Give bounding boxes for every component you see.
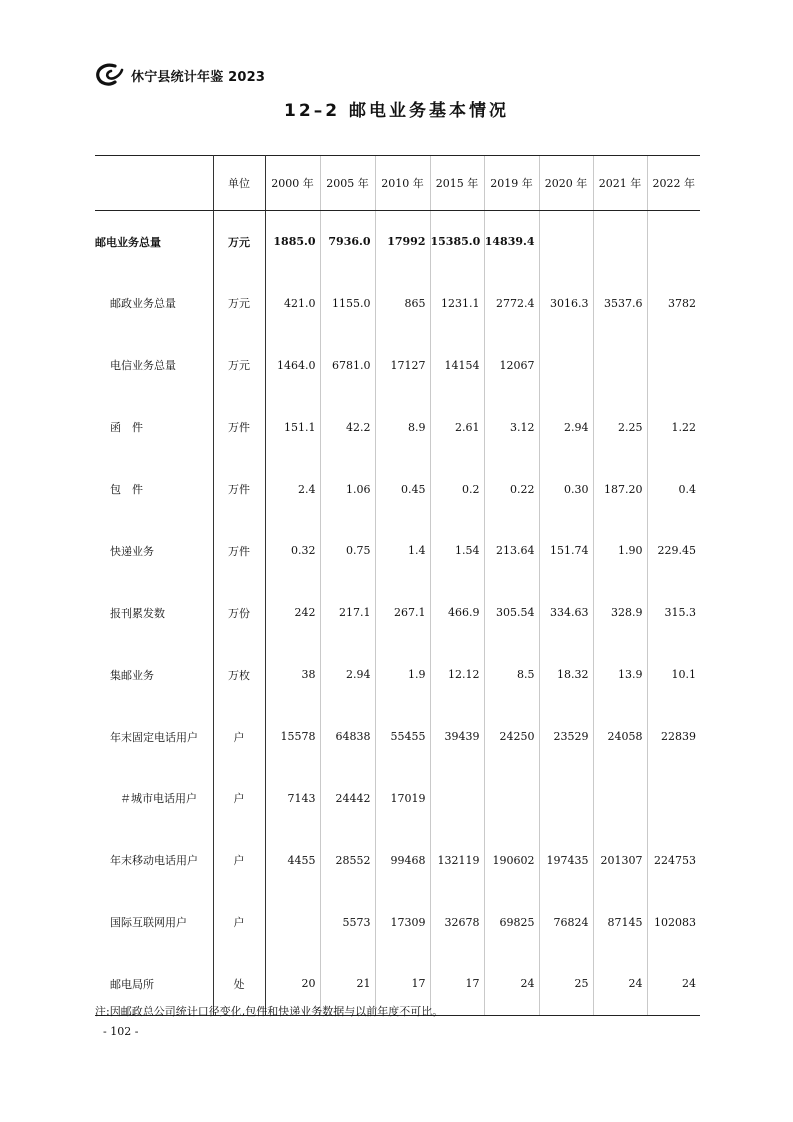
table-row (95, 644, 700, 706)
table-cell-value (593, 334, 647, 396)
table-cell-value: 1885.0 (265, 211, 320, 273)
table-cell-value: 1.54 (430, 520, 484, 582)
table-cell-value: 24 (647, 953, 700, 1015)
table-cell-value: 23529 (539, 706, 593, 768)
table-cell-value: 15385.0 (430, 211, 484, 273)
table-cell-value: 17309 (375, 891, 430, 953)
table-cell-value: 305.54 (484, 582, 539, 644)
table-row (95, 891, 700, 953)
table-cell-value: 197435 (539, 829, 593, 891)
table-cell-value: 24 (593, 953, 647, 1015)
table-cell-value: 13.9 (593, 644, 647, 706)
row-label: 函 件 (95, 396, 213, 458)
table-row (95, 706, 700, 768)
table-cell-value: 2.94 (320, 644, 375, 706)
table-cell-value: 17992 (375, 211, 430, 273)
table-cell-value: 22839 (647, 706, 700, 768)
yearbook-logo-icon (95, 63, 125, 87)
table-cell-value: 14839.4 (484, 211, 539, 273)
table-cell-value: 0.30 (539, 458, 593, 520)
table-row (95, 211, 700, 273)
row-unit: 万份 (213, 582, 265, 644)
table-row (95, 768, 700, 830)
row-unit: 万件 (213, 396, 265, 458)
row-unit: 户 (213, 891, 265, 953)
table-cell-value: 21 (320, 953, 375, 1015)
column-header-year: 2005 年 (320, 156, 375, 211)
row-unit: 万件 (213, 458, 265, 520)
statistics-table (95, 155, 700, 1016)
table-cell-value: 2.25 (593, 396, 647, 458)
table-cell-value: 4455 (265, 829, 320, 891)
row-label: 邮电局所 (95, 953, 213, 1015)
table-cell-value: 865 (375, 272, 430, 334)
table-cell-value: 87145 (593, 891, 647, 953)
row-unit: 万枚 (213, 644, 265, 706)
row-label: 国际互联网用户 (95, 891, 213, 953)
table-cell-value: 2772.4 (484, 272, 539, 334)
table-row (95, 458, 700, 520)
table-cell-value (265, 891, 320, 953)
table-cell-value: 190602 (484, 829, 539, 891)
table-cell-value: 20 (265, 953, 320, 1015)
table-cell-value: 55455 (375, 706, 430, 768)
table-cell-value: 24058 (593, 706, 647, 768)
table-cell-value: 328.9 (593, 582, 647, 644)
table-cell-value: 3.12 (484, 396, 539, 458)
table-cell-value (539, 211, 593, 273)
table-cell-value: 1.4 (375, 520, 430, 582)
table-header-row (95, 156, 700, 211)
table-cell-value: 3016.3 (539, 272, 593, 334)
page-number: - 102 - (103, 1025, 139, 1038)
row-unit: 户 (213, 706, 265, 768)
table-cell-value: 10.1 (647, 644, 700, 706)
table-cell-value: 5573 (320, 891, 375, 953)
table-cell-value: 466.9 (430, 582, 484, 644)
column-header-year: 2000 年 (265, 156, 320, 211)
table-cell-value: 315.3 (647, 582, 700, 644)
row-unit: 户 (213, 829, 265, 891)
row-unit: 万元 (213, 211, 265, 273)
row-label: 报刊累发数 (95, 582, 213, 644)
row-label: 年末移动电话用户 (95, 829, 213, 891)
table-row (95, 582, 700, 644)
table-cell-value: 1.22 (647, 396, 700, 458)
table-cell-value: 0.45 (375, 458, 430, 520)
table-cell-value: 132119 (430, 829, 484, 891)
table-cell-value: 201307 (593, 829, 647, 891)
table-cell-value: 7143 (265, 768, 320, 830)
table-cell-value: 421.0 (265, 272, 320, 334)
table-cell-value: 0.32 (265, 520, 320, 582)
table-row (95, 829, 700, 891)
table-cell-value: 18.32 (539, 644, 593, 706)
table-row (95, 396, 700, 458)
table-cell-value: 0.2 (430, 458, 484, 520)
table-cell-value: 24442 (320, 768, 375, 830)
table-cell-value: 69825 (484, 891, 539, 953)
table-cell-value (593, 211, 647, 273)
row-unit: 万元 (213, 334, 265, 396)
column-header-year: 2019 年 (484, 156, 539, 211)
page-title: 12–2 邮电业务基本情况 (284, 101, 509, 121)
column-header-year: 2015 年 (430, 156, 484, 211)
table-cell-value: 229.45 (647, 520, 700, 582)
table-cell-value: 24 (484, 953, 539, 1015)
table-cell-value: 3537.6 (593, 272, 647, 334)
table-cell-value (539, 334, 593, 396)
table-cell-value: 1.06 (320, 458, 375, 520)
row-unit: 万件 (213, 520, 265, 582)
table-cell-value: 187.20 (593, 458, 647, 520)
table-cell-value (430, 768, 484, 830)
table-cell-value: 7936.0 (320, 211, 375, 273)
table-cell-value: 2.94 (539, 396, 593, 458)
table-cell-value: 242 (265, 582, 320, 644)
book-title: 休宁县统计年鉴 2023 (131, 69, 266, 85)
table-footnote: 注:因邮政总公司统计口径变化,包件和快递业务数据与以前年度不可比。 (95, 1005, 444, 1018)
table-cell-value (593, 768, 647, 830)
table-cell-value: 64838 (320, 706, 375, 768)
table-cell-value: 224753 (647, 829, 700, 891)
table-cell-value: 102083 (647, 891, 700, 953)
row-unit: 万元 (213, 272, 265, 334)
table-cell-value: 0.4 (647, 458, 700, 520)
row-unit: 户 (213, 768, 265, 830)
table-cell-value: 38 (265, 644, 320, 706)
table-cell-value: 24250 (484, 706, 539, 768)
column-header-year: 2021 年 (593, 156, 647, 211)
table-cell-value: 12067 (484, 334, 539, 396)
table-cell-value: 15578 (265, 706, 320, 768)
table-cell-value: 3782 (647, 272, 700, 334)
table-cell-value: 213.64 (484, 520, 539, 582)
table-row (95, 272, 700, 334)
table-cell-value: 17127 (375, 334, 430, 396)
table-cell-value: 8.5 (484, 644, 539, 706)
table-cell-value: 2.4 (265, 458, 320, 520)
row-label: 电信业务总量 (95, 334, 213, 396)
table-cell-value: 0.75 (320, 520, 375, 582)
table-cell-value: 1464.0 (265, 334, 320, 396)
table-cell-value: 334.63 (539, 582, 593, 644)
table-cell-value: 217.1 (320, 582, 375, 644)
row-unit: 处 (213, 953, 265, 1015)
table-cell-value: 0.22 (484, 458, 539, 520)
table-cell-value: 17 (375, 953, 430, 1015)
row-label: 邮电业务总量 (95, 211, 213, 273)
table-cell-value: 76824 (539, 891, 593, 953)
row-label: 集邮业务 (95, 644, 213, 706)
row-label: 快递业务 (95, 520, 213, 582)
table-cell-value: 99468 (375, 829, 430, 891)
table-cell-value: 1231.1 (430, 272, 484, 334)
column-header-year: 2020 年 (539, 156, 593, 211)
table-cell-value: 12.12 (430, 644, 484, 706)
table-cell-value: 6781.0 (320, 334, 375, 396)
table-cell-value: 151.74 (539, 520, 593, 582)
table-row (95, 334, 700, 396)
table-cell-value: 39439 (430, 706, 484, 768)
row-label: ＃城市电话用户 (95, 768, 213, 830)
table-cell-value (647, 211, 700, 273)
column-header-year: 2022 年 (647, 156, 700, 211)
table-cell-value: 17 (430, 953, 484, 1015)
table-cell-value: 151.1 (265, 396, 320, 458)
table-cell-value: 14154 (430, 334, 484, 396)
table-row (95, 520, 700, 582)
table-cell-value: 42.2 (320, 396, 375, 458)
table-cell-value: 32678 (430, 891, 484, 953)
table-cell-value (647, 768, 700, 830)
table-cell-value: 28552 (320, 829, 375, 891)
column-header-year: 2010 年 (375, 156, 430, 211)
table-cell-value (647, 334, 700, 396)
row-label: 年末固定电话用户 (95, 706, 213, 768)
table-cell-value (484, 768, 539, 830)
table-cell-value: 1.9 (375, 644, 430, 706)
table-cell-value (539, 768, 593, 830)
table-cell-value: 2.61 (430, 396, 484, 458)
table-cell-value: 25 (539, 953, 593, 1015)
row-label: 包 件 (95, 458, 213, 520)
page-header (95, 62, 265, 88)
table-cell-value: 1155.0 (320, 272, 375, 334)
column-header-unit: 单位 (213, 156, 265, 211)
table-cell-value: 1.90 (593, 520, 647, 582)
table-cell-value: 8.9 (375, 396, 430, 458)
table-cell-value: 267.1 (375, 582, 430, 644)
row-label: 邮政业务总量 (95, 272, 213, 334)
column-header-item (95, 156, 213, 211)
table-cell-value: 17019 (375, 768, 430, 830)
